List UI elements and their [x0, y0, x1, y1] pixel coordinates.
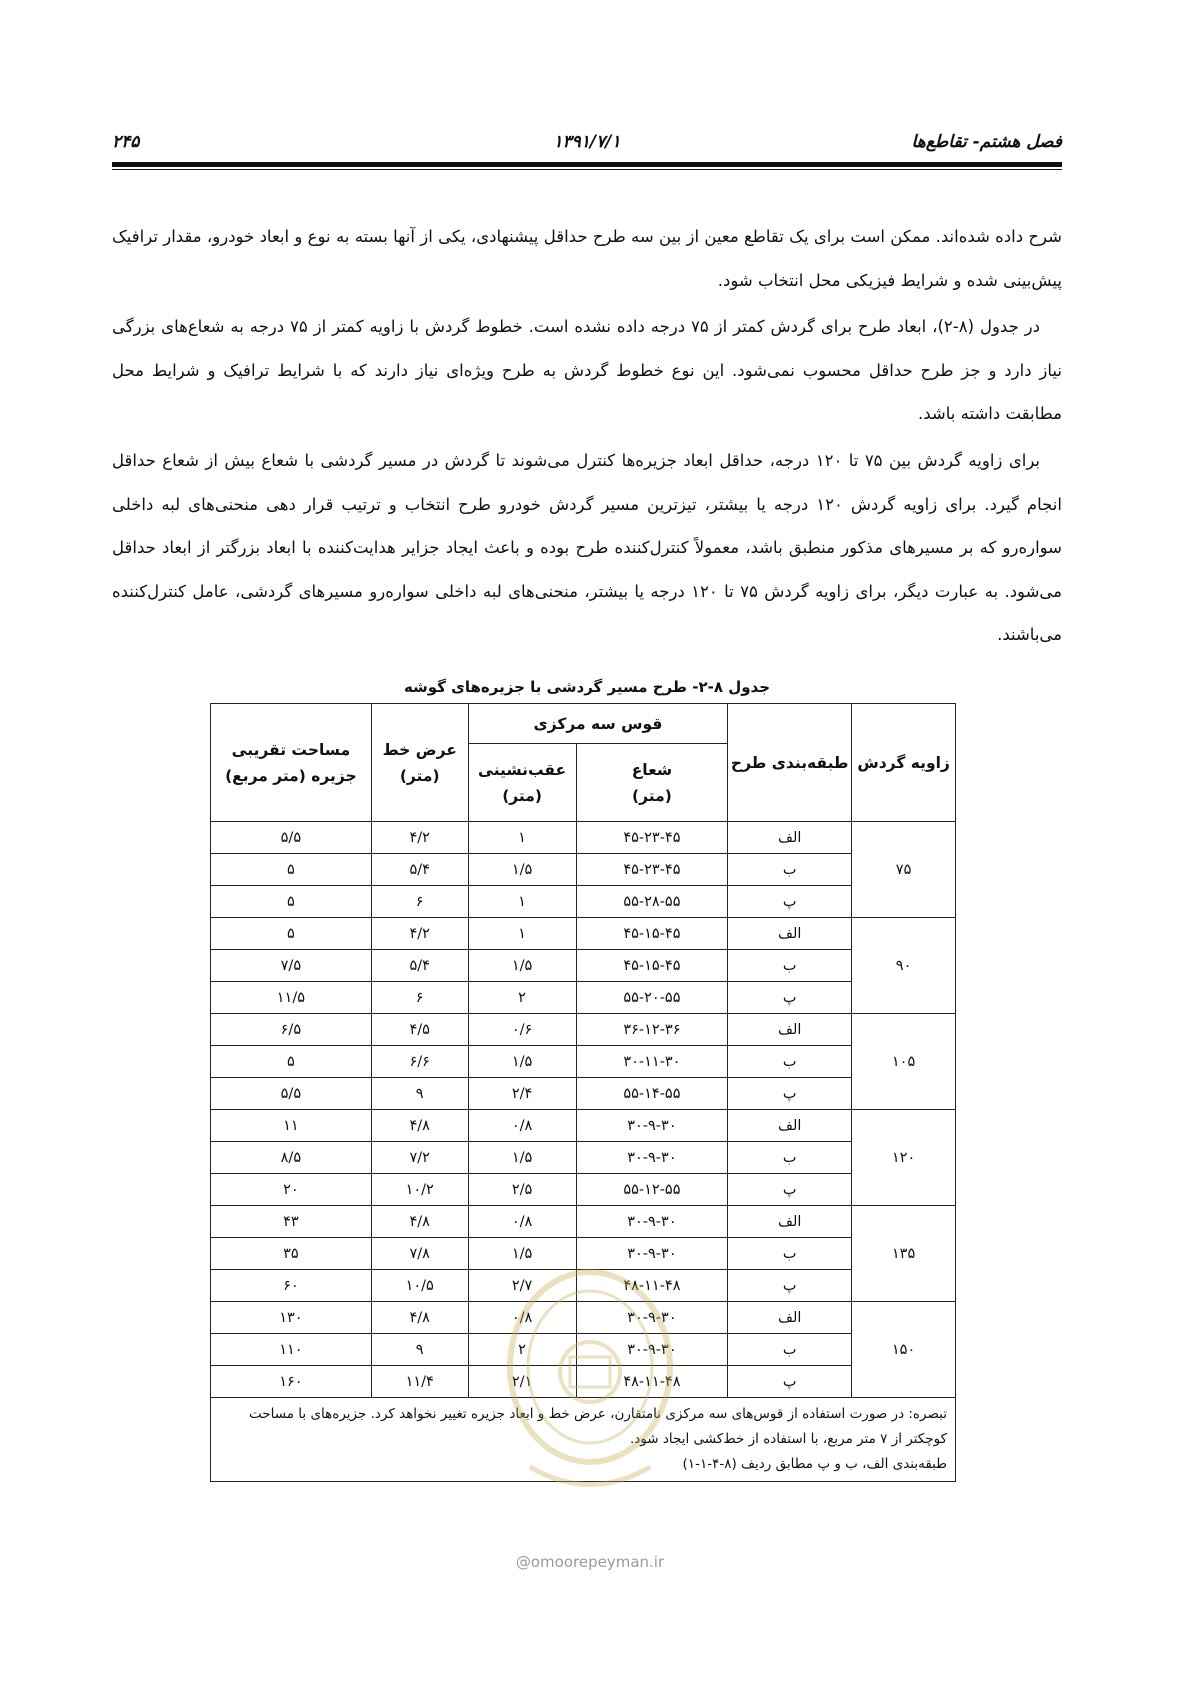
cell-offset: ۱/۵ [468, 1238, 576, 1270]
cell-island-area: ۵ [211, 854, 372, 886]
chapter-title: فصل هشتم- تقاطع‌ها [911, 132, 1062, 152]
cell-radius: ۳۰-۹-۳۰ [576, 1302, 728, 1334]
cell-island-area: ۶/۵ [211, 1014, 372, 1046]
cell-island-area: ۸/۵ [211, 1142, 372, 1174]
header-island-area-label: مساحت تقریبی [231, 740, 351, 759]
cell-lane-width: ۵/۴ [371, 854, 468, 886]
table-row [211, 854, 956, 886]
page-number: ۲۴۵ [112, 132, 140, 152]
cell-radius: ۳۰-۹-۳۰ [576, 1334, 728, 1366]
cell-class: الف [728, 1110, 852, 1142]
table-row [211, 1206, 956, 1238]
cell-island-area: ۱۱ [211, 1110, 372, 1142]
cell-lane-width: ۴/۸ [371, 1302, 468, 1334]
cell-radius: ۳۰-۹-۳۰ [576, 1142, 728, 1174]
cell-radius: ۵۵-۲۸-۵۵ [576, 886, 728, 918]
table-row [211, 1110, 956, 1142]
cell-island-area: ۳۵ [211, 1238, 372, 1270]
cell-class: ب [728, 1142, 852, 1174]
table-note [211, 1398, 956, 1482]
header-radius [576, 744, 728, 822]
cell-lane-width: ۹ [371, 1078, 468, 1110]
cell-offset: ۲ [468, 982, 576, 1014]
cell-angle: ۱۵۰ [852, 1302, 956, 1398]
cell-class: پ [728, 1174, 852, 1206]
note-line-2: کوچکتر از ۷ متر مربع، با استفاده از خط‌کشی ایجاد شود. [629, 1431, 947, 1447]
header-radius-unit: (متر) [632, 786, 672, 805]
header-radius-label: شعاع [631, 760, 673, 779]
header-rule-thin [112, 169, 1062, 170]
cell-angle: ۱۰۵ [852, 1014, 956, 1110]
cell-radius: ۳۰-۹-۳۰ [576, 1110, 728, 1142]
header-offset-label: عقب‌نشینی [478, 760, 567, 779]
cell-class: پ [728, 886, 852, 918]
turning-path-table [210, 703, 956, 1482]
cell-class: پ [728, 982, 852, 1014]
cell-offset: ۱ [468, 918, 576, 950]
header-island-area [211, 704, 372, 822]
table-caption: جدول ۸-۲- طرح مسیر گردشی با جزیره‌های گوشه [403, 678, 771, 696]
paragraph-3: برای زاویه گردش بین ۷۵ تا ۱۲۰ درجه، حداقل ابعاد جزیره‌ها کنترل می‌شوند تا گردش در مسیر گردشی با شعاع بیش از شعاع حداقل انجام گیرد. برای زاویه گردش ۱۲۰ درجه یا بیشتر، تیزترین مسیر گردش خودرو طرح انتخاب و ترتیب قرار دهی منحنی‌های لبه داخلی سواره‌رو که بر مسیرهای مذکور منطبق باشد، معمولاً کنترل‌کننده طرح بوده و باعث ایجاد جزایر هدایت‌کننده با ابعاد بزرگتر از ابعاد حداقل می‌شود. به عبارت دیگر، برای زاویه گردش ۷۵ تا ۱۲۰ درجه یا بیشتر، منحنی‌های لبه داخلی سواره‌رو مسیرهای گردشی، عامل کنترل‌کننده می‌باشند. [112, 450, 1062, 645]
cell-radius: ۴۵-۱۵-۴۵ [576, 950, 728, 982]
cell-lane-width: ۹ [371, 1334, 468, 1366]
cell-class: الف [728, 1014, 852, 1046]
table-row [211, 950, 956, 982]
note-line-1: تبصره: در صورت استفاده از قوس‌های سه مرکزی نامتقارن، عرض خط و ابعاد جزیره تغییر نخواهد کرد. جزیره‌های با مساحت [249, 1406, 947, 1422]
cell-offset: ۱ [468, 886, 576, 918]
cell-class: ب [728, 1046, 852, 1078]
cell-lane-width: ۱۰/۵ [371, 1270, 468, 1302]
cell-class: پ [728, 1366, 852, 1398]
header-angle: زاویه گردش [852, 704, 956, 822]
cell-radius: ۳۰-۱۱-۳۰ [576, 1046, 728, 1078]
cell-lane-width: ۶ [371, 982, 468, 1014]
footer-site: @omoorepeyman.ir [515, 1553, 665, 1571]
note-line-3: طبقه‌بندی الف، ب و پ مطابق ردیف (۸-۴-۱-۱) [682, 1456, 947, 1472]
cell-island-area: ۱۱/۵ [211, 982, 372, 1014]
cell-island-area: ۶۰ [211, 1270, 372, 1302]
cell-class: الف [728, 918, 852, 950]
table-row [211, 822, 956, 854]
cell-radius: ۳۶-۱۲-۳۶ [576, 1014, 728, 1046]
cell-lane-width: ۶/۶ [371, 1046, 468, 1078]
table-row [211, 1302, 956, 1334]
cell-island-area: ۱۶۰ [211, 1366, 372, 1398]
cell-radius: ۵۵-۱۴-۵۵ [576, 1078, 728, 1110]
table-row [211, 1142, 956, 1174]
cell-offset: ۲ [468, 1334, 576, 1366]
cell-class: الف [728, 1206, 852, 1238]
cell-offset: ۱ [468, 822, 576, 854]
cell-radius: ۵۵-۱۲-۵۵ [576, 1174, 728, 1206]
cell-offset: ۰/۸ [468, 1302, 576, 1334]
header-island-area-unit: جزیره (متر مربع) [225, 766, 357, 785]
cell-class: پ [728, 1078, 852, 1110]
table-row [211, 1046, 956, 1078]
cell-radius: ۵۵-۲۰-۵۵ [576, 982, 728, 1014]
cell-radius: ۴۵-۲۳-۴۵ [576, 854, 728, 886]
cell-class: ب [728, 854, 852, 886]
cell-island-area: ۱۱۰ [211, 1334, 372, 1366]
cell-offset: ۰/۸ [468, 1110, 576, 1142]
paragraph-1: شرح داده شده‌اند. ممکن است برای یک تقاطع معین از بین سه طرح حداقل پیشنهادی، یکی از آنها بسته به نوع و ابعاد خودرو، مقدار ترافیک پیش‌بینی شده و شرایط فیزیکی محل انتخاب شود. [112, 227, 1062, 290]
cell-radius: ۴۸-۱۱-۴۸ [576, 1366, 728, 1398]
cell-lane-width: ۷/۲ [371, 1142, 468, 1174]
cell-offset: ۲/۱ [468, 1366, 576, 1398]
cell-offset: ۱/۵ [468, 854, 576, 886]
header-lane-width-unit: (متر) [399, 766, 440, 785]
cell-island-area: ۴۳ [211, 1206, 372, 1238]
table-row [211, 1078, 956, 1110]
cell-class: ب [728, 1334, 852, 1366]
cell-radius: ۴۵-۱۵-۴۵ [576, 918, 728, 950]
cell-radius: ۴۵-۲۳-۴۵ [576, 822, 728, 854]
header-offset-unit: (متر) [502, 786, 542, 805]
cell-angle: ۱۳۵ [852, 1206, 956, 1302]
cell-island-area: ۵ [211, 918, 372, 950]
table-row [211, 982, 956, 1014]
cell-island-area: ۱۳۰ [211, 1302, 372, 1334]
paragraph-2: در جدول (۸-۲)، ابعاد طرح برای گردش کمتر از ۷۵ درجه داده نشده است. خطوط گردش با زاویه کمتر از ۷۵ درجه به شعاع‌های بزرگی نیاز دارد و جز طرح حداقل محسوب نمی‌شود. این نوع خطوط گردش به طرح ویژه‌ای نیاز دارند که با شرایط ترافیک و شرایط محل مطابقت داشته باشد. [112, 317, 1062, 424]
cell-lane-width: ۵/۴ [371, 950, 468, 982]
cell-island-area: ۵/۵ [211, 1078, 372, 1110]
cell-radius: ۳۰-۹-۳۰ [576, 1238, 728, 1270]
cell-lane-width: ۶ [371, 886, 468, 918]
cell-lane-width: ۴/۸ [371, 1110, 468, 1142]
cell-lane-width: ۴/۵ [371, 1014, 468, 1046]
header-date: ۱۳۹۱/۷/۱ [553, 132, 621, 152]
cell-class: ب [728, 950, 852, 982]
cell-radius: ۳۰-۹-۳۰ [576, 1206, 728, 1238]
table-row [211, 1174, 956, 1206]
header-rule-thick [112, 162, 1062, 167]
cell-class: پ [728, 1270, 852, 1302]
cell-offset: ۲/۴ [468, 1078, 576, 1110]
table-row [211, 1334, 956, 1366]
header-class: طبقه‌بندی طرح [728, 704, 852, 822]
table-row [211, 1366, 956, 1398]
cell-class: الف [728, 822, 852, 854]
cell-island-area: ۵/۵ [211, 822, 372, 854]
cell-lane-width: ۴/۸ [371, 1206, 468, 1238]
cell-lane-width: ۴/۲ [371, 822, 468, 854]
cell-angle: ۹۰ [852, 918, 956, 1014]
cell-island-area: ۵ [211, 886, 372, 918]
header-lane-width [371, 704, 468, 822]
cell-lane-width: ۷/۸ [371, 1238, 468, 1270]
page-header [112, 124, 1062, 158]
cell-offset: ۲/۷ [468, 1270, 576, 1302]
cell-radius: ۴۸-۱۱-۴۸ [576, 1270, 728, 1302]
cell-offset: ۱/۵ [468, 1046, 576, 1078]
cell-lane-width: ۱۱/۴ [371, 1366, 468, 1398]
table-row [211, 1270, 956, 1302]
cell-lane-width: ۴/۲ [371, 918, 468, 950]
cell-lane-width: ۱۰/۲ [371, 1174, 468, 1206]
header-offset [468, 744, 576, 822]
cell-angle: ۱۲۰ [852, 1110, 956, 1206]
header-lane-width-label: عرض خط [382, 740, 457, 759]
table-row [211, 1238, 956, 1270]
cell-offset: ۲/۵ [468, 1174, 576, 1206]
cell-offset: ۱/۵ [468, 950, 576, 982]
table-row [211, 886, 956, 918]
cell-class: ب [728, 1238, 852, 1270]
cell-island-area: ۷/۵ [211, 950, 372, 982]
header-arc-group: قوس سه مرکزی [468, 704, 728, 744]
cell-island-area: ۲۰ [211, 1174, 372, 1206]
cell-offset: ۰/۸ [468, 1206, 576, 1238]
cell-island-area: ۵ [211, 1046, 372, 1078]
cell-angle: ۷۵ [852, 822, 956, 918]
cell-class: الف [728, 1302, 852, 1334]
table-row [211, 918, 956, 950]
cell-offset: ۰/۶ [468, 1014, 576, 1046]
table-body [211, 822, 956, 1398]
table-row [211, 1014, 956, 1046]
cell-offset: ۱/۵ [468, 1142, 576, 1174]
body-text [112, 215, 1062, 660]
